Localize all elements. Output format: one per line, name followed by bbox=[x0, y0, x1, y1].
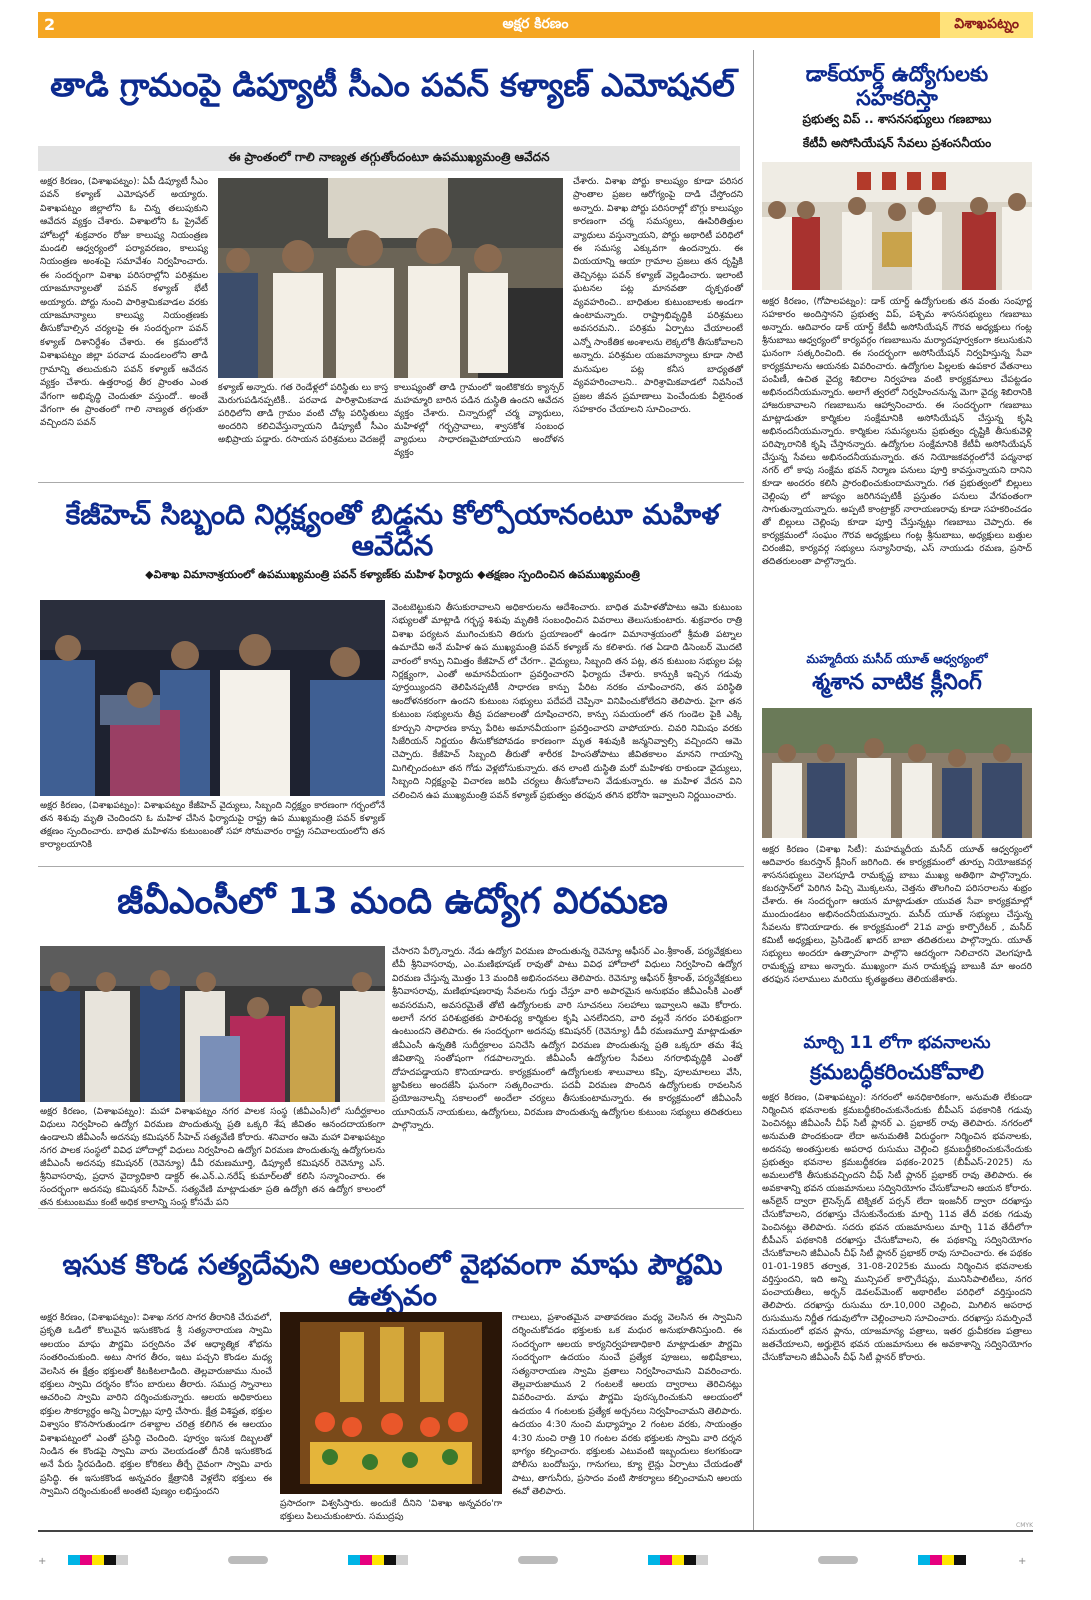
story1-photo-image bbox=[218, 178, 563, 378]
story2-photo-image bbox=[40, 600, 385, 796]
side1-photo-image bbox=[762, 162, 1032, 290]
side1-photo bbox=[762, 162, 1032, 290]
side1-body: అక్షర కిరణం, (గోపాలపట్నం): డాక్ యార్డ్ ఉద్యోగులకు తన వంతు సంపూర్ణ సహకారం అందిస్తానని ప్రభుత్వ విప్, పశ్చిమ శాసనసభ్యులు గణబాబు అన్నారు. ఆదివారం డాక్ యార్డ్ కేటీవీ అసోసియేషన్ గౌరవ అధ్యక్షులు గంట్ల శ్రీనుబాబు ఆధ్వర్యంలో కార్యవర్గం గణబాబును మర్యాదపూర్వకంగా కలుసుకుని ఘనంగా సత్కరించింది. ఈ సందర్భంగా అసోసియేషన్ నిర్వహిస్తున్న సేవా కార్యక్రమాలను ఆయనకు వివరించారు. ఉద్యోగుల పిల్లలకు ఉపకార వేతనాలు పంపిణీ, ఉచిత వైద్య శిబిరాల నిర్వహణ వంటి కార్యక్రమాలు చేపట్టడం అభినందనీయమన్నారు. అలాగే త్వరలో నిర్వహించనున్న మెగా వైద్య శిబిరానికి హాజరుకావాలని గణబాబును ఆహ్వానించారు. ఈ సందర్భంగా గణబాబు మాట్లాడుతూ కార్మికుల సంక్షేమానికి అసోసియేషన్ చేస్తున్న కృషి అభినందనీయమన్నారు. కార్మికుల సమస్యలను ప్రభుత్వం దృష్టికి తీసుకువెళ్లి పరిష్కారానికి కృషి చేస్తానన్నారు. ఉద్యోగుల సంక్షేమానికి కేటీవీ అసోసియేషన్ చేస్తున్న సేవలు అభినందనీయమన్నారు. తన నియోజకవర్గంలోనే పద్మనాభ నగర్ లో కాపు సంక్షేమ భవన్ నిర్మాణ పనులు పూర్తి కావస్తున్నాయని దానిని కూడా అందరం కలిసి ప్రారంభించుకుందామన్నారు. గత ప్రభుత్వంలో బిల్లులు చెల్లింపు లో జాప్యం జరిగినప్పటికీ ప్రస్తుతం పనులు వేగవంతంగా సాగుతున్నాయన్నారు. అప్పటి కాంట్రాక్టర్ నారాయణరావు కూడా సహకరించడం తో బిల్లులు చెల్లింపు కూడా పూర్తి చేస్తున్నట్లు గణబాబు చెప్పారు. ఈ కార్యక్రమంలో సంఘం గౌరవ అధ్యక్షులు గంట్ల శ్రీనుబాబు, అధ్యక్షులు బత్తుల చిరంజీవి, కార్యవర్గ సభ్యులు సన్యాసిరావు, ఎస్ నాయుడు రమణ, ప్రసాద్ తదితరులంతా పాల్గొన్నారు. bbox=[762, 297, 1032, 567]
story3-photo-image bbox=[40, 946, 385, 1102]
svg-text:+: + bbox=[1018, 1556, 1027, 1567]
divider bbox=[38, 1208, 744, 1209]
footer-rule bbox=[38, 1530, 1033, 1532]
story1-column-2b: కాలుష్యంతో తాడి గ్రామంలో ఇంటికొకరు క్యాన్సర్ మహమ్మారి బారిన పడిన దుస్థితి ఉందని ఆవేదన వ్యక్తం చేశారు. చిన్నారుల్లో చర్మ వ్యాధులు, మహిళల్లో గర్భస్రావాలు, శ్వాసకోశ సంబంధ వ్యాధులు సాధారణమైపోయాయని అందోళన వ్యక్తం bbox=[394, 383, 564, 458]
side3-headline-line-2: క్రమబద్ధీకరించుకోవాలి bbox=[810, 1060, 984, 1084]
story2-bullets bbox=[40, 568, 745, 584]
story4-photo-caption: ప్రసాదంగా విశ్వసిస్తారు. అందుకే దీనిని 'విశాఖ అన్నవరం'గా భక్తులు పిలుచుకుంటారు. సముద్రపు bbox=[280, 1499, 502, 1522]
story2-bullet-2: తక్షణం స్పందించిన ఉపముఖ్యమంత్రి bbox=[485, 568, 640, 581]
story1-column-3: చేశారు. విశాఖ పోర్టు కాలుష్యం కూడా పరిసర ప్రాంతాల ప్రజల ఆరోగ్యంపై దాడి చేస్తోందని అన్నారు. విశాఖ పోర్టు పరిసరాల్లో బొగ్గు కాలుష్యం కారణంగా చర్మ సమస్యలు, ఊపిరితిత్తుల వ్యాధులు వస్తున్నాయని, పోర్టు అథారిటీ పరిధిలో ఈ సమస్య ఎక్కువగా ఉందన్నారు. ఈ వియయాన్ని ఆయా గ్రామాల ప్రజలు తన దృష్టికి తెచ్చినట్లు పవన్ కళ్యాణ్ వెల్లడించారు. ఇలాంటి ఘటనల పట్ల మానవతా దృక్పథంతో వ్యవహరించి.. బాధితుల కుటుంబాలకు అండగా ఉంటామన్నారు. రాష్ట్రాభివృద్ధికి పరిశ్రమలు అవసరమని.. పరిశ్రమ ఏర్పాటు చేయాలంటే ఎన్నో సాంకేతిక అంశాలను లెక్కలోకి తీసుకోవాలని అన్నారు. పరిశ్రమల యజమాన్యాలు కూడా సాటి మనుషుల పట్ల కనీస బాధ్యతతో వ్యవహరించాలని.. పారిశ్రామికవాడలో నివసించే ప్రజల జీవన ప్రమాణాలు పెంచేందుకు వీలైనంత సహకారం చేయాలని సూచించారు. bbox=[573, 177, 743, 415]
story2-body: వెంటబెట్టుకుని తీసుకురావాలని అధికారులను ఆదేశించారు. బాధిత మహిళతోపాటు ఆమె కుటుంబ సభ్యులతో మాట్లాడి గర్భస్థ శిశువు మృతికి సంబంధించిన వివరాలు తెలుసుకుంటారు. శుక్రవారం రాత్రి విశాఖ పర్యటన ముగించుకుని తిరుగు ప్రయాణంలో ఉండగా విమానాశ్రయంలో శ్రీమతి పట్నాల ఉమాదేవి అనే మహిళ ఉప ముఖ్యమంత్రి పవన్ కళ్యాణ్ ను కలిశారు. గత ఏడాది డిసెంబర్ మొదటి వారంలో కాన్పు నిమిత్తం కేజీహెచ్ లో చేరగా.. వైద్యులు, సిబ్బంది తన పట్ల, తన కుటుంబ సభ్యుల పట్ల నిర్లక్ష్యంగా, ఎంతో అమానవీయంగా ప్రవర్తించారని ఫిర్యాదు చేశారు. కాన్పుకి ఇచ్చిన గడువు పూర్తయ్యిందని తెలిపినప్పటికీ సాధారణ కాన్పు పేరిట నరకం చూపించారని, తన పరిస్థితి ఆందోళనకరంగా ఉందని కుటుంబ సభ్యులు పదేపదే చెప్పినా వినిపించుకోలేదని తెలిపారు. పైగా తన కుటుంబ సభ్యులను తీవ్ర పదజాలంతో దూషించారని, కాన్పు సమయంలో తన గుండెల పైకి ఎక్కి కూర్చుని సాధారణ కాన్పు పేరిట అమానవీయంగా ప్రవర్తించారని వాపోయారు. చివరి నిమిషం వరకు సిజేరియన్ నిర్ణయం తీసుకోకపోవడం కారణంగా మృత శిశువుకి జన్మనివ్వాల్సి వచ్చిందని ఆమె చెప్పారు. కేజీహెచ్ సిబ్బంది తీరుతో శారీరక హింసతోపాటు జీవితకాలం మానని గాయాన్ని మిగిల్చిందంటూ తన గోడు వెళ్లబోసుకున్నారు. తన లాంటి దుస్థితి మరో మహిళకు రాకుండా వైద్యులు, సిబ్బంది నిర్లక్ష్యంపై విచారణ జరిపి చర్యలు తీసుకోవాలని వేడుకున్నారు. ఆ మహిళ వేదన విని చలించిన ఉప ముఖ్యమంత్రి పవన్ కళ్యాణ్ ప్రభుత్వం తరఫున తగిన భరోసా ఇవ్వాలని నిర్ణయించారు. bbox=[392, 603, 742, 801]
side1-sub-1: ప్రభుత్వ విప్ .. శాసనసభ్యులు గణబాబు bbox=[802, 112, 992, 126]
story1-photo bbox=[218, 178, 563, 378]
cmyk-label: CMYK bbox=[1016, 1522, 1033, 1529]
side2-kicker: మహ్మదీయ మసీద్ యూత్ ఆధ్వర్యంలో bbox=[806, 652, 988, 666]
story3-body: చేసారని పేర్కొన్నారు. నేడు ఉద్యోగ విరమణ పొందుతున్న రెవెన్యూ ఆఫీసర్ ఎం.శ్రీకాంత్, పర్యవేక్షకులు టీవీ శ్రీనివాసరావు, ఎం.మణిభూషణ్ రావుతో పాటు వివిధ హోదాలో విధులు నిర్వహించి ఉద్యోగ విరమణ చేస్తున్న మొత్తం 13 మందికి అభినందనలు తెలిపారు. రెవెన్యూ ఆఫీసర్ శ్రీకాంత్, పర్యవేక్షకులు శ్రీనివాసరావు, మణిభూషణరావు సేవలను గుర్తు చేస్తూ వారి అపారమైన అనుభవం జీవీఎంసీకి ఎంతో అవసరమని, అవసరమైతే తోటి ఉద్యోగులకు వారి సూచనలు సలహాలు ఇవ్వాలని ఆమె కోరారు. అలాగే నగర పరిశుభ్రతకు పారిశుధ్య కార్మికుల కృషి ఎనలేనిదని, వారి వల్లనే నగరం పరిశుభ్రంగా ఉంటుందని తెలిపారు. ఈ సందర్భంగా అదనపు కమిషనర్ (రెవెన్యూ) డీవీ రమణమూర్తి మాట్లాడుతూ జీవీఎంసీ ఉన్నతికి సుదీర్ఘకాలం పనిచేసి ఉద్యోగ విరమణ పొందుతున్న ప్రతి ఒక్కరూ తమ శేష జీవితాన్ని సంతోషంగా గడపాలన్నారు. జీవీఎంసీ ఉద్యోగుల సేవలు నగరాభివృద్ధికి ఎంతో దోహదపడ్డాయని కొనియాడారు. కార్యక్రమంలో ఉద్యోగులకు శాలువాలు కప్పి, పూలమాలలు వేసి, జ్ఞాపికలు అందజేసి ఘనంగా సత్కరించారు. పదవీ విరమణ పొందిన ఉద్యోగులకు రావలసిన ప్రయోజనాలన్నీ సకాలంలో అందేలా చర్యలు తీసుకుంటామన్నారు. ఈ కార్యక్రమంలో జీవీఎంసీ యూనియన్ నాయకులు, ఉద్యోగులు, విరమణ పొందుతున్న ఉద్యోగుల కుటుంబ సభ్యులు తదితరులు పాల్గొన్నారు. bbox=[392, 947, 742, 1132]
story4-photo-image bbox=[280, 1312, 502, 1494]
story2-headline: కేజీహెచ్ సిబ్బంది నిర్లక్ష్యంతో బిడ్డను కోల్పోయానంటూ మహిళ ఆవేదన bbox=[65, 498, 720, 562]
city-edition-tag: విశాఖపట్నం bbox=[940, 12, 1033, 38]
story2-photo bbox=[40, 600, 385, 796]
side1-headline: డాక్‌యార్డ్ ఉద్యోగులకు సహకరిస్తా bbox=[805, 62, 989, 111]
story4-photo bbox=[280, 1312, 502, 1494]
page-header bbox=[38, 12, 1033, 38]
divider bbox=[38, 866, 744, 867]
divider bbox=[38, 482, 744, 483]
story1-headline: తాడి గ్రామంపై డిప్యూటీ సీఎం పవన్ కళ్యాణ్ ఎమోషనల్ bbox=[50, 66, 735, 104]
side2-body: అక్షర కిరణం (విశాఖ సిటీ): మహమ్మదీయ మసీద్ యూత్ ఆధ్వర్యంలో ఆదివారం కబరస్తాన్ క్లీనింగ్ జరిగింది. ఈ కార్యక్రమంలో తూర్పు నియోజకవర్గ శాసనసభ్యులు వెలగపూడి రామకృష్ణ బాబు ముఖ్య అతిథిగా పాల్గొన్నారు. కబరస్తాన్‌లో పెరిగిన పిచ్చి మొక్కలను, చెత్తను తొలగించి పరిసరాలను శుభ్రం చేశారు. ఈ సందర్భంగా ఆయన మాట్లాడుతూ యువత సేవా కార్యక్రమాల్లో ముందుండటం అభినందనీయమన్నారు. మసీద్ యూత్ సభ్యులు చేస్తున్న సేవలను కొనియాడారు. ఈ కార్యక్రమంలో 21వ వార్డు కార్పొరేటర్ , మసీద్ కమిటీ అధ్యక్షులు, ప్రెసిడెంట్ ఖాదర్ బాబా తదితరులు పాల్గొన్నారు. యూత్ సభ్యులు అందరూ ఉత్సాహంగా పాల్గొని ఆదర్శంగా నిలిచారని వెలగపూడి రామకృష్ణ బాబు అన్నారు. ముఖ్యంగా మన రామకృష్ణ బాబుకి మా అందరి తరఫున సలాములు మరియు కృతజ్ఞతలు తెలియజేశారు. bbox=[762, 845, 1032, 985]
story4-column-1: అక్షర కిరణం, (విశాఖపట్నం): విశాఖ నగర సాగర తీరానికి చేరువలో, ప్రకృతి ఒడిలో కొలువైన ఇసుకకొండ శ్రీ సత్యనారాయణ స్వామి ఆలయం మాఘ పౌర్ణమి పర్వదినం వేళ ఆధ్యాత్మిక శోభను సంతరించుకుంది. అటు సాగర తీరం, ఇటు పచ్చని కొండల మధ్య వెలసిన ఈ క్షేత్రం భక్తులతో కిటకిటలాడింది. తెల్లవారుజాము నుంచే భక్తులు స్వామి దర్శనం కోసం బారులు తీరారు. సముద్ర స్నానాలు ఆచరించి స్వామి వారిని దర్శించుకున్నారు. ఆలయ అధికారులు భక్తుల సౌకర్యార్థం అన్ని ఏర్పాట్లు పూర్తి చేసారు. క్షేత్ర విశిష్టత, భక్తుల విశ్వాసం కొనసాగుతుండగా దశాబ్దాల చరిత్ర కలిగిన ఈ ఆలయం విశాఖపట్నంలో ఎంతో ప్రసిద్ధి చెందింది. పూర్వం ఇసుక దిబ్బలతో నిండిన ఈ కొండపై స్వామి వారు వెలయడంతో దీనికి ఇసుకకొండ అనే పేరు స్థిరపడింది. భక్తుల కోరికలు తీర్చే దైవంగా స్వామి వారు ప్రసిద్ధి. ఈ ఇసుకకొండ అన్నవరం క్షేత్రానికి వెళ్లలేని భక్తులు ఈ స్వామిని దర్శించుకుంటే అంతటి పుణ్యం లభిస్తుందని bbox=[40, 1313, 272, 1498]
story2-caption: అక్షర కిరణం, (విశాఖపట్నం): విశాఖపట్నం కేజీహెచ్ వైద్యులు, సిబ్బంది నిర్లక్ష్యం కారణంగా గర్భంలోనే తన శిశువు మృతి చెందిందని ఓ మహిళ చేసిన ఫిర్యాదుపై రాష్ట్ర ఉప ముఖ్యమంత్రి పవన్ కళ్యాణ్ తక్షణం స్పందించారు. బాధిత మహిళను కుటుంబంతో సహా సోమవారం రాష్ట్ర సచివాలయంలోని తన కార్యాలయానికి bbox=[40, 801, 385, 850]
side2-photo bbox=[762, 708, 1032, 838]
story2-bullet-1: విశాఖ విమానాశ్రయంలో ఉపముఖ్యమంత్రి పవన్ కళ్యాణ్‌కు మహిళ ఫిర్యాదు bbox=[153, 568, 474, 581]
side2-photo-image bbox=[762, 708, 1032, 838]
story4-column-3: గాలులు, ప్రశాంతమైన వాతావరణం మధ్య వెలసిన ఈ స్వామిని దర్శించుకోవడం భక్తులకు ఒక మధుర అనుభూతినిస్తుంది. ఈ సందర్భంగా ఆలయ కార్యనిర్వహణాధికారి మాట్లాడుతూ పౌర్ణమి సందర్భంగా ఉదయం నుంచే ప్రత్యేక పూజలు, అభిషేకాలు, సత్యనారాయణ స్వామి వ్రతాలు నిర్వహించామని వివరించారు. తెల్లవారుజామున 2 గంటలకే ఆలయ ద్వారాలు తెరిచినట్లు వివరించారు. మాఘ పౌర్ణమి పురస్కరించుకుని ఆలయంలో ఉదయం 4 గంటలకు ప్రత్యేక అర్చనలు నిర్వహించామని తెలిపారు. ఉదయం 4:30 నుంచి మధ్యాహ్నం 2 గంటల వరకు, సాయంత్రం 4:30 నుంచి రాత్రి 10 గంటల వరకు భక్తులకు స్వామి వారి దర్శన భాగ్యం కల్పించారు. భక్తులకు ఎటువంటి ఇబ్బందులు కలగకుండా పోలీసు బందోబస్తు, గానుగలు, క్యూ లైన్లు ఏర్పాటు చేయడంతో పాటు, తాగునీరు, ప్రసాదం వంటి సౌకర్యాలు కల్పించామని ఆలయ ఈవో తెలిపారు. bbox=[512, 1313, 742, 1498]
side3-headline-line-1: మార్చి 11 లోగా భవనాలను bbox=[803, 1033, 991, 1053]
side2-headline: శ్మశాన వాటిక క్లీనింగ్ bbox=[812, 670, 982, 695]
bullet-icon: ◆ bbox=[477, 568, 486, 581]
story1-column-1: అక్షర కిరణం, (విశాఖపట్నం): ఏపీ డిప్యూటీ సీఎం పవన్ కళ్యాణ్ ఎమోషనల్ అయ్యారు. విశాఖపట్నం జిల్లాలోని ఓ చిన్న తలుపుకుని ఆవేదన వ్యక్తం చేశారు. విశాఖలోని ఓ ప్రైవేట్ హోటల్లో శుక్రవారం రోజు కాలుష్య నియంత్రణ మండలి ఆధ్వర్యంలో పర్యావరణం, కాలుష్య నియంత్రణ అంశంపై సమావేశం నిర్వహించారు. ఈ సందర్భంగా విశాఖ పరిసరాల్లోని పరిశ్రమల యాజమాన్యాలతో పవన్ కళ్యాణ్ భేటీ అయ్యారు. పోర్టు నుంచి పారిశ్రామికవాడల వరకు యాజమాన్యాలు కాలుష్య నియంత్రణకు తీసుకోవాల్సిన చర్యలపై ఈ సందర్భంగా పవన్ కళ్యాణ్ దిశానిర్దేశం చేశారు. ఈ క్రమంలోనే విశాఖపట్నం జిల్లా పరవాడ మండలంలోని తాడి గ్రామాన్ని తలుచుకుని పవన్ కళ్యాణ్ ఆవేదన వ్యక్తం చేశారు. ఉత్తరాంధ్ర తీర ప్రాంతం ఎంత వేగంగా అభివృద్ధి చెందుతూ వస్తుందో.. అంతే వేగంగా ఈ ప్రాంతంలో గాలి నాణ్యత తగ్గుతూ వచ్చిందని పవన్ bbox=[40, 177, 208, 429]
side1-sub-2: కేటీవీ అసోసియేషన్ సేవలు ప్రశంసనీయం bbox=[802, 136, 992, 150]
story3-caption: అక్షర కిరణం, (విశాఖపట్నం): మహా విశాఖపట్నం నగర పాలక సంస్థ (జీవీఎంసీ)లో సుదీర్ఘకాలం విధులు నిర్వహించి ఉద్యోగ విరమణ పొందుతున్న ప్రతి ఒక్కరి శేష జీవితం ఆనందదాయకంగా ఉండాలని జీవీఎంసీ అదనపు కమిషనర్ సీహెచ్ సత్యవేణి కోరారు. శనివారం ఆమె మహా విశాఖపట్నం నగర పాలక సంస్థలో వివిధ హోదాల్లో విధులు నిర్వహించి ఉద్యోగ విరమణ పొందుతున్న ఉద్యోగులను జీవీఎంసీ అదనపు కమిషనర్ (రెవెన్యూ) డీవీ రమణమూర్తి, డిప్యూటీ కమిషనర్ రెవెన్యూ ఎస్. శ్రీనివాసరావు, ప్రధాన వైద్యాధికారి డాక్టర్ ఈ.ఎన్.ఎ.నరేష్ కుమార్‌లతో కలిసి సన్మానించారు. ఈ సందర్భంగా అదనపు కమిషనర్ సీహెచ్. సత్యవేణి మాట్లాడుతూ ప్రతి ఉద్యోగి తన ఉద్యోగ కాలంలో తన కుటుంబము కంటే అధిక కాలాన్ని సంస్థ కోసమే పని bbox=[40, 1107, 385, 1208]
page-number: 2 bbox=[44, 15, 56, 34]
side3-body: అక్షర కిరణం, (విశాఖపట్నం): నగరంలో అనధికారికంగా, అనుమతి లేకుండా నిర్మించిన భవనాలకు క్రమబద్ధీకరించుకునేందుకు బీపీఎస్ పథకానికి గడువు పెంచినట్లు జీవీఎంసీ చీఫ్ సిటీ ప్లానర్ ఎ. ప్రభాకర్ రావు తెలిపారు. నగరంలో అనుమతి పొందకుండా లేదా అనుమతికి విరుద్ధంగా నిర్మించిన భవనాలకు, అదనపు అంతస్తులకు అపరాధ రుసుము చెల్లించి క్రమబద్ధీకరించుకునేందుకు ప్రభుత్వం భవనాల క్రమబద్ధీకరణ పథకం-2025 (బీపీఎస్-2025) ను అమలులోకి తీసుకువచ్చిందని చీఫ్ సిటీ ప్లానర్ ప్రభాకర్ రావు తెలిపారు. ఈ అవకాశాన్ని భవన యజమానులు సద్వినియోగం చేసుకోవాలని ఆయన కోరారు. ఆన్‌లైన్ ద్వారా లైసెన్స్‌డ్ టెక్నికల్ పర్సన్ లేదా ఇంజనీర్ ద్వారా దరఖాస్తు చేసుకోవాలని, దరఖాస్తు చేసుకునేందుకు మార్చి 11వ తేదీ వరకు గడువు పెంచినట్లు తెలిపారు. సదరు భవన యజమానులు మార్చి 11వ తేదీలోగా బీపీఎస్ పథకానికి దరఖాస్తు చేసుకోవాలని, ఈ పథకాన్ని సద్వినియోగం చేసుకోవాలని జీవీఎంసీ చీఫ్ సిటీ ప్లానర్ ప్రభాకర్ రావు సూచించారు. ఈ పథకం 01-01-1985 తర్వాత, 31-08-2025కు ముందు నిర్మించిన భవనాలకు వర్తిస్తుందని, ఇది అన్ని మున్సిపల్ కార్పొరేషన్లు, మునిసిపాలిటీలు, నగర పంచాయతీలు, అర్బన్ డెవలప్‌మెంట్ అథారిటీల పరిధిలో వర్తిస్తుందని తెలిపారు. దరఖాస్తు రుసుము రూ.10,000 చెల్లించి, మిగిలిన అపరాధ రుసుమును నిర్ణీత గడువులోగా చెల్లించాలని సూచించారు. దరఖాస్తు సమర్పించే సమయంలో భవన ప్లాను, యాజమాన్య పత్రాలు, ఇతర ధ్రువీకరణ పత్రాలు జతచేయాలని, అర్హులైన భవన యజమానులు ఈ అవకాశాన్ని సద్వినియోగం చేసుకోవాలని జీవీఎంసీ చీఫ్ సిటీ ప్లానర్ కోరారు. bbox=[762, 1093, 1032, 1363]
paper-name: అక్షర కిరణం bbox=[502, 16, 569, 32]
story3-photo bbox=[40, 946, 385, 1102]
column-divider bbox=[753, 50, 754, 1530]
story1-photo-caption: కళ్యాణ్ అన్నారు. గత రెండేళ్లలో పరిస్థితు లు కాస్త మెరుగుపడినప్పటికీ.. పరవాడ పారిశ్రామికవాడ పరిధిలోని తాడి గ్రామం వంటి చోట్ల పరిస్థితులు అందరిని కలిచివేస్తున్నాయని డిప్యూటీ సీఎం అభిప్రాయ పడ్డారు. రసాయన పరిశ్రమలు వెదజల్లే bbox=[218, 383, 388, 445]
story3-headline: జీవీఎంసీలో 13 మంది ఉద్యోగ విరమణ bbox=[117, 881, 668, 922]
story1-subheadline: ఈ ప్రాంతంలో గాలి నాణ్యత తగ్గుతోందంటూ ఉపముఖ్యమంత్రి ఆవేదన bbox=[38, 146, 740, 171]
svg-text:+: + bbox=[38, 1556, 47, 1567]
color-bar-strip bbox=[38, 1555, 1038, 1565]
bullet-icon: ◆ bbox=[145, 568, 154, 581]
story4-headline: ఇసుక కొండ సత్యదేవుని ఆలయంలో వైభవంగా మాఘ పౌర్ణమి ఉత్సవం bbox=[62, 1248, 723, 1312]
